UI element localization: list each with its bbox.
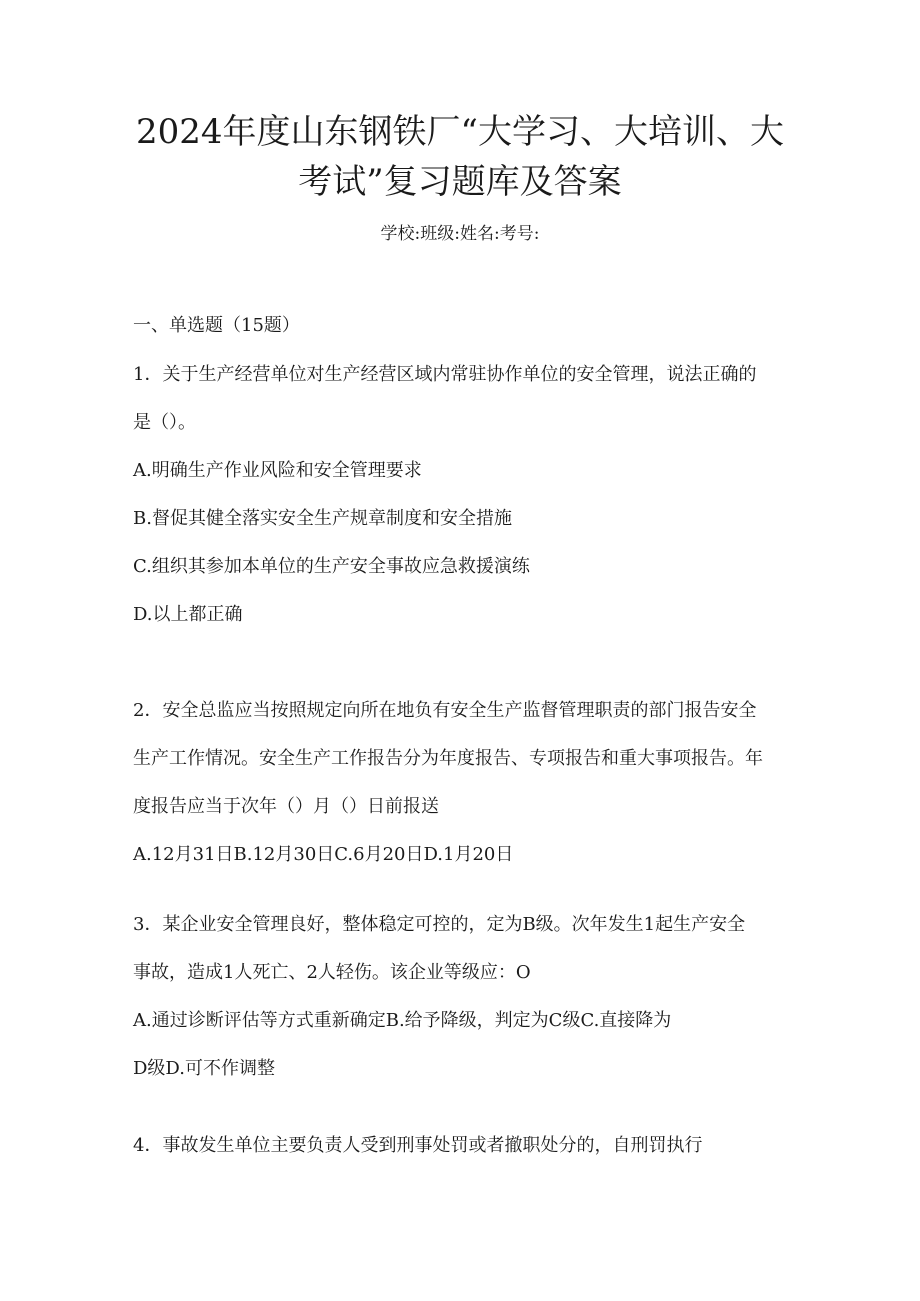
document-title-line-1: 2024年度山东钢铁厂“大学习、大培训、大: [136, 112, 784, 152]
question-3-text-line-2: 事故，造成1人死亡、2人轻伤。该企业等级应：O: [133, 962, 531, 983]
question-1-option-c: C.组织其参加本单位的生产安全事故应急救援演练: [133, 556, 530, 577]
question-2-text-line-1: 2．安全总监应当按照规定向所在地负有安全生产监督管理职责的部门报告安全: [133, 700, 757, 721]
section-heading: 一、单选题（15题）: [133, 315, 300, 336]
question-1-text-line-2: 是（）。: [133, 412, 196, 433]
question-1-option-d: D.以上都正确: [133, 604, 243, 625]
question-1-option-b: B.督促其健全落实安全生产规章制度和安全措施: [133, 508, 512, 529]
question-2-options: A.12月31日B.12月30日C.6月20日D.1月20日: [133, 844, 514, 865]
question-3-text-line-1: 3．某企业安全管理良好，整体稳定可控的，定为B级。次年发生1起生产安全: [133, 914, 746, 935]
student-info-line: 学校:班级:姓名:考号:: [380, 224, 540, 244]
question-3-options-line-2: D级D.可不作调整: [133, 1058, 275, 1079]
question-1-text-line-1: 1．关于生产经营单位对生产经营区域内常驻协作单位的安全管理，说法正确的: [133, 364, 757, 385]
question-2-text-line-3: 度报告应当于次年（）月（）日前报送: [133, 796, 439, 817]
question-3-options-line-1: A.通过诊断评估等方式重新确定B.给予降级，判定为C级C.直接降为: [133, 1010, 672, 1031]
document-title-line-2: 考试”复习题库及答案: [298, 162, 622, 202]
question-2-text-line-2: 生产工作情况。安全生产工作报告分为年度报告、专项报告和重大事项报告。年: [133, 748, 763, 769]
question-1-option-a: A.明确生产作业风险和安全管理要求: [133, 460, 422, 481]
question-4-text-line-1: 4．事故发生单位主要负责人受到刑事处罚或者撤职处分的，自刑罚执行: [133, 1135, 703, 1156]
